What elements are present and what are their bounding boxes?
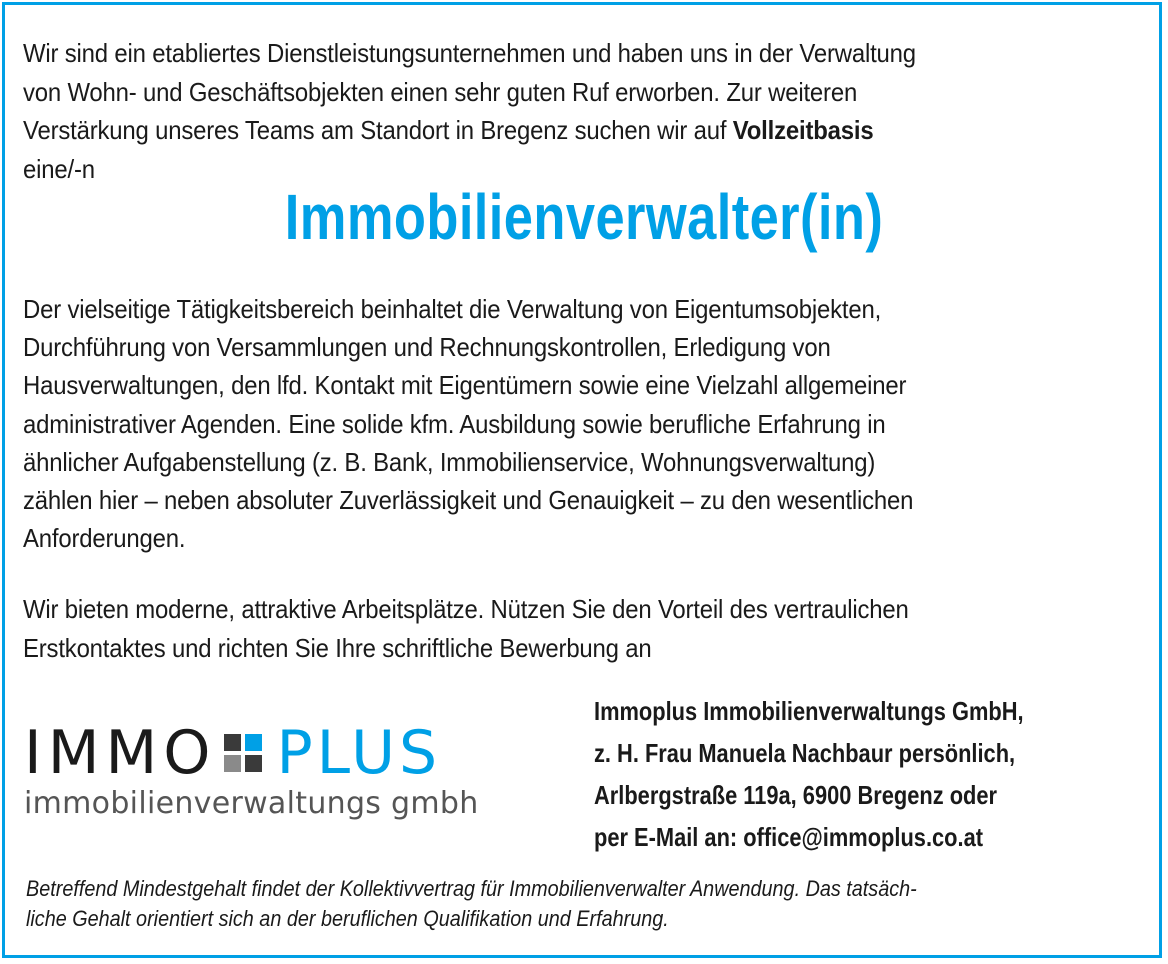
description-line: Der vielseitige Tätigkeitsbereich beinhaltet die Verwaltung von Eigentumsobjekten, <box>23 294 882 324</box>
offer-paragraph <box>23 590 1147 667</box>
description-line: ähnlicher Aufgabenstellung (z. B. Bank, Immobilienservice, Wohnungsverwaltung) <box>23 446 876 477</box>
contact-person: z. H. Frau Manuela Nachbaur persönlich, <box>594 738 1016 768</box>
contact-address: Arlbergstraße 119a, 6900 Bregenz oder <box>594 780 998 810</box>
intro-paragraph <box>23 34 1147 188</box>
logo-square <box>245 734 262 751</box>
logo-word-immo: IMMO <box>24 718 217 788</box>
description-line: zählen hier – neben absoluter Zuverlässigkeit und Genauigkeit – zu den wesentlichen <box>23 485 914 516</box>
intro-line: eine/-n <box>23 153 95 184</box>
contact-email[interactable]: per E-Mail an: office@immoplus.co.at <box>594 822 983 852</box>
logo-square <box>224 734 241 751</box>
logo-squares-icon <box>224 734 262 772</box>
salary-note-line: liche Gehalt orientiert sich an der beruflichen Qualifikation und Erfahrung. <box>26 906 669 931</box>
intro-line-text: Verstärkung unseres Teams am Standort in Bregenz suchen wir auf <box>23 115 733 145</box>
logo-square <box>224 755 241 772</box>
contact-company: Immoplus Immobilienverwaltungs GmbH, <box>594 696 1024 726</box>
intro-line: von Wohn- und Geschäftsobjekten einen sehr guten Ruf erworben. Zur weiteren <box>23 76 858 107</box>
description-paragraph <box>23 290 1147 557</box>
logo-word-plus: PLUS <box>276 718 442 788</box>
intro-line <box>23 111 1147 150</box>
logo-square <box>245 755 262 772</box>
description-line: administrativer Agenden. Eine solide kfm. Ausbildung sowie berufliche Erfahrung in <box>23 408 886 439</box>
salary-note-line: Betreffend Mindestgehalt findet der Kollektivvertrag für Immobilienverwalter Anwendung. Das tatsäch- <box>26 876 917 901</box>
contact-block <box>594 690 1148 858</box>
company-logo <box>24 718 564 832</box>
intro-line: Wir sind ein etabliertes Dienstleistungsunternehmen und haben uns in der Verwaltung <box>23 38 916 68</box>
job-title: Immobilienverwalter(in) <box>284 181 884 253</box>
offer-line: Wir bieten moderne, attraktive Arbeitsplätze. Nützen Sie den Vorteil des vertraulichen <box>23 594 909 624</box>
offer-line: Erstkontaktes und richten Sie Ihre schriftliche Bewerbung an <box>23 632 652 663</box>
salary-note <box>26 874 1142 934</box>
description-line: Anforderungen. <box>23 523 186 554</box>
logo-subtitle: immobilienverwaltungs gmbh <box>24 786 479 821</box>
logo-wordmark <box>24 718 442 788</box>
description-line: Durchführung von Versammlungen und Rechnungskontrollen, Erledigung von <box>23 332 831 363</box>
employment-type: Vollzeitbasis <box>732 115 874 145</box>
description-line: Hausverwaltungen, den lfd. Kontakt mit Eigentümern sowie eine Vielzahl allgemeiner <box>23 370 907 401</box>
